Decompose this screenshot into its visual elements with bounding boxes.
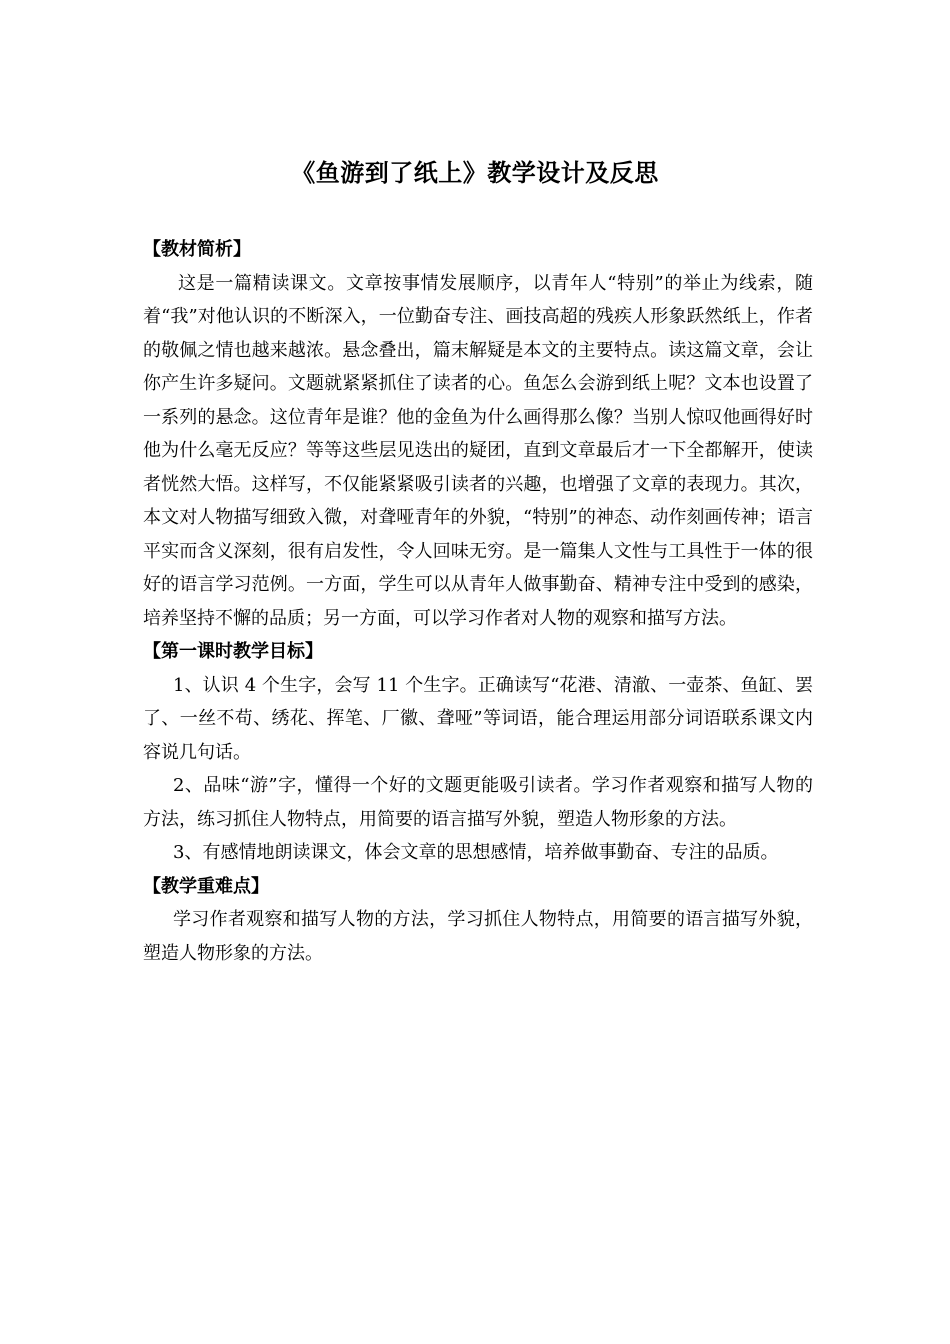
section-key-difficulties (143, 870, 813, 971)
paragraph: 1、认识 4 个生字，会写 11 个生字。正确读写“花港、清澈、一壶茶、鱼缸、罢了、一丝不苟、绣花、挥笔、厂徽、聋哑”等词语，能合理运用部分词语联系课文内容说几句话。 (143, 674, 813, 763)
paragraph: 3、有感情地朗读课文，体会文章的思想感情，培养做事勤奋、专注的品质。 (173, 842, 779, 863)
paragraph: 这是一篇精读课文。文章按事情发展顺序，以青年人“特别”的举止为线索，随着“我”对他认识的不断深入，一位勤奋专注、画技高超的残疾人形象跃然纸上，作者的敬佩之情也越来越浓。悬念叠出，篇末解疑是本文的主要特点。读这篇文章，会让你产生许多疑问。文题就紧紧抓住了读者的心。鱼怎么会游到纸上呢？文本也设置了一系列的悬念。这位青年是谁？他的金鱼为什么画得那么像？当别人惊叹他画得好时他为什么毫无反应？等等这些层见迭出的疑团，直到文章最后才一下全都解开，使读者恍然大悟。这样写，不仅能紧紧吸引读者的兴趣，也增强了文章的表现力。其次，本文对人物描写细致入微，对聋哑青年的外貌，“特别”的神态、动作刻画传神；语言平实而含义深刻，很有启发性，令人回味无穷。是一篇集人文性与工具性于一体的很好的语言学习范例。一方面，学生可以从青年人做事勤奋、精神专注中受到的感染，培养坚持不懈的品质；另一方面，可以学习作者对人物的观察和描写方法。 (143, 272, 813, 629)
paragraph: 学习作者观察和描写人物的方法，学习抓住人物特点，用简要的语言描写外貌，塑造人物形象的方法。 (143, 909, 813, 964)
section-lesson-objectives (143, 635, 813, 870)
document-body (143, 233, 813, 970)
section-textbook-analysis (143, 233, 813, 635)
section-heading: 【教材简析】 (143, 239, 251, 260)
paragraph: 2、品味“游”字，懂得一个好的文题更能吸引读者。学习作者观察和描写人物的方法，练习抓住人物特点，用简要的语言描写外貌，塑造人物形象的方法。 (143, 775, 813, 830)
document-title: 《鱼游到了纸上》教学设计及反思 (291, 159, 659, 187)
section-heading: 【教学重难点】 (143, 875, 269, 897)
section-heading: 【第一课时教学目标】 (143, 641, 323, 662)
